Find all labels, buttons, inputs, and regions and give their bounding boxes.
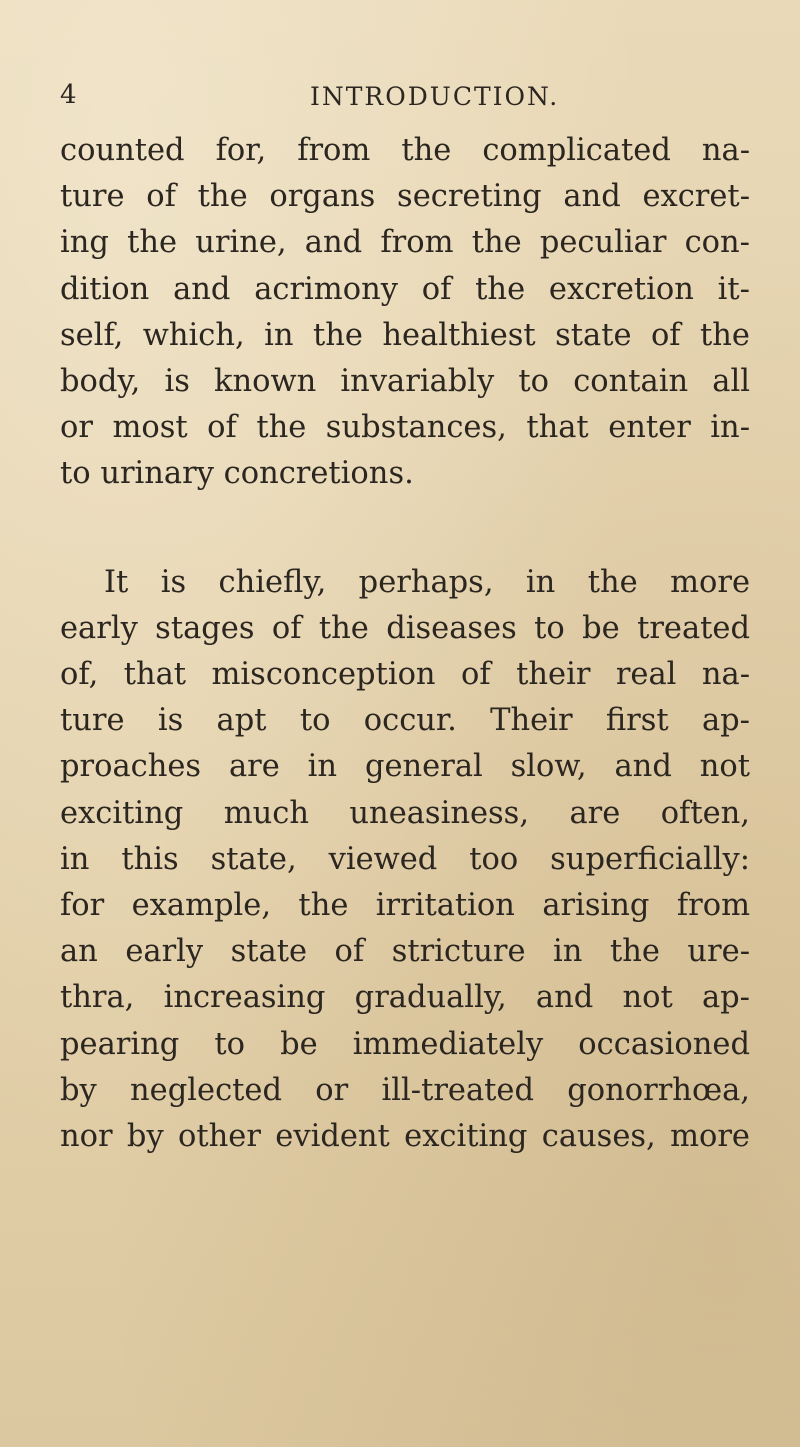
text-line: ture of the organs secreting and excret- — [60, 179, 750, 215]
text-line: body, is known invariably to contain all — [60, 364, 750, 400]
text-line: ing the urine, and from the peculiar con- — [60, 225, 750, 261]
text-line: exciting much uneasiness, are often, — [60, 795, 750, 831]
text-line: proaches are in general slow, and not — [60, 749, 750, 785]
text-line: ture is apt to occur. Their first ap- — [60, 703, 750, 739]
body-text — [60, 128, 750, 1160]
paragraph-1 — [60, 128, 750, 498]
paragraph-spacer — [60, 498, 750, 560]
paragraph-2 — [60, 560, 750, 1161]
text-line: of, that misconception of their real na- — [60, 657, 750, 693]
text-line: an early state of stricture in the ure- — [60, 934, 750, 970]
text-line: dition and acrimony of the excretion it- — [60, 271, 750, 307]
text-line: for example, the irritation arising from — [60, 888, 750, 924]
text-line: by neglected or ill-treated gonorrhœa, — [60, 1072, 750, 1108]
text-line: nor by other evident exciting causes, more — [60, 1119, 750, 1155]
text-line: pearing to be immediately occasioned — [60, 1026, 750, 1062]
text-line: self, which, in the healthiest state of the — [60, 317, 750, 353]
running-head: INTRODUCTION. — [310, 82, 560, 111]
text-line: early stages of the diseases to be treated — [60, 610, 750, 646]
text-line: to urinary concretions. — [60, 456, 414, 492]
text-line: thra, increasing gradually, and not ap- — [60, 980, 750, 1016]
text-line: in this state, viewed too superficially: — [60, 841, 750, 877]
text-line: It is chiefly, perhaps, in the more — [104, 564, 750, 600]
text-line: counted for, from the complicated na- — [60, 133, 750, 168]
page-number: 4 — [60, 80, 77, 110]
text-line: or most of the substances, that enter in- — [60, 410, 750, 446]
